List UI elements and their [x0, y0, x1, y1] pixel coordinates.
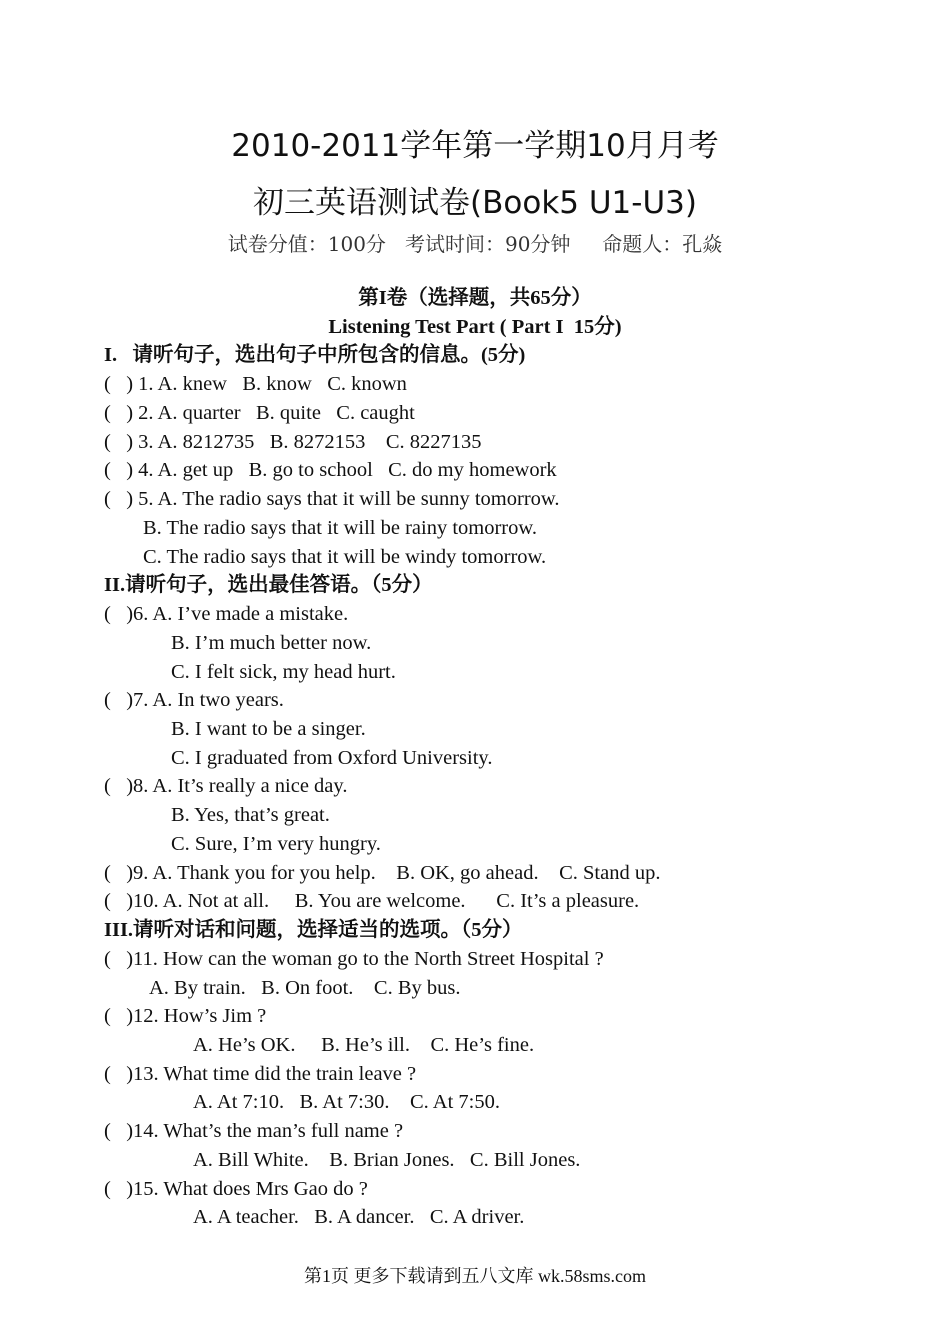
question-4: ( ) 4. A. get up B. go to school C. do my homework [104, 459, 557, 481]
section-3-heading: III.请听对话和问题，选择适当的选项。（5分） [104, 919, 523, 941]
question-14: ( )14. What’s the man’s full name ? [104, 1120, 404, 1142]
question-5-option-c: C. The radio says that it will be windy tomorrow. [143, 546, 547, 568]
question-8-option-b: B. Yes, that’s great. [171, 804, 330, 826]
question-9: ( )9. A. Thank you for you help. B. OK, go ahead. C. Stand up. [104, 862, 661, 884]
question-11: ( )11. How can the woman go to the North Street Hospital ? [104, 948, 604, 970]
question-15: ( )15. What does Mrs Gao do ? [104, 1178, 368, 1200]
section-1-heading: I. 请听句子，选出句子中所包含的信息。(5分) [104, 344, 526, 366]
question-12: ( )12. How’s Jim ? [104, 1005, 267, 1027]
question-7-option-c: C. I graduated from Oxford University. [171, 747, 493, 769]
page-footer: 第1页 更多下载请到五八文库 wk.58sms.com [304, 1266, 646, 1286]
question-14-options: A. Bill White. B. Brian Jones. C. Bill Jones. [193, 1149, 581, 1171]
question-8-option-c: C. Sure, I’m very hungry. [171, 833, 381, 855]
volume-heading: 第I卷（选择题，共65分） [358, 287, 592, 309]
question-2: ( ) 2. A. quarter B. quite C. caught [104, 402, 415, 424]
question-6-option-c: C. I felt sick, my head hurt. [171, 661, 396, 683]
exam-info: 试卷分值：100分 考试时间：90分钟 命题人：孔焱 [227, 232, 723, 256]
question-13-options: A. At 7:10. B. At 7:30. C. At 7:50. [193, 1091, 500, 1113]
question-1: ( ) 1. A. knew B. know C. known [104, 373, 407, 395]
question-8: ( )8. A. It’s really a nice day. [104, 775, 348, 797]
question-6-option-b: B. I’m much better now. [171, 632, 372, 654]
question-5-option-b: B. The radio says that it will be rainy tomorrow. [143, 517, 537, 539]
listening-part-heading: Listening Test Part ( Part I 15分) [328, 316, 622, 338]
question-15-options: A. A teacher. B. A dancer. C. A driver. [193, 1206, 525, 1228]
question-13: ( )13. What time did the train leave ? [104, 1063, 417, 1085]
question-11-options: A. By train. B. On foot. C. By bus. [149, 977, 461, 999]
section-2-heading: II.请听句子，选出最佳答语。（5分） [104, 574, 433, 596]
exam-subtitle: 初三英语测试卷(Book5 U1-U3) [253, 185, 697, 221]
exam-title: 2010-2011学年第一学期10月月考 [231, 128, 719, 164]
question-7-option-b: B. I want to be a singer. [171, 718, 366, 740]
question-3: ( ) 3. A. 8212735 B. 8272153 C. 8227135 [104, 431, 482, 453]
question-6: ( )6. A. I’ve made a mistake. [104, 603, 349, 625]
question-10: ( )10. A. Not at all. B. You are welcome. C. It’s a pleasure. [104, 890, 640, 912]
question-12-options: A. He’s OK. B. He’s ill. C. He’s fine. [193, 1034, 535, 1056]
question-5: ( ) 5. A. The radio says that it will be sunny tomorrow. [104, 488, 560, 510]
question-7: ( )7. A. In two years. [104, 689, 284, 711]
